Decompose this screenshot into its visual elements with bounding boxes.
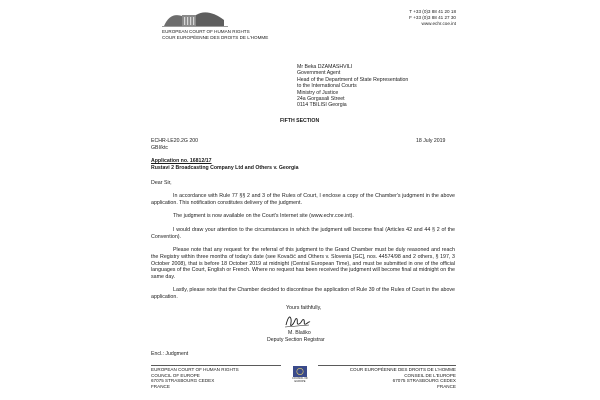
recipient-line: Mr Beka DZAMASHVILI	[297, 64, 353, 70]
recipient-line: 0114 TBILISI Georgia	[297, 102, 347, 109]
paragraph-2	[151, 213, 455, 220]
footer-line: 67075 STRASBOURG CEDEX	[392, 378, 456, 384]
enclosure-line: Encl.: Judgment	[151, 351, 189, 357]
council-of-europe-emblem-icon	[293, 366, 307, 377]
reference-code: ECHR-LE20.2G 200	[151, 138, 198, 144]
closing-line: Yours faithfully,	[286, 305, 322, 311]
paragraph-text: Please note that any request for the referral of this judgment to the Grand Chamber must be duly reasoned and reach the Registry within three months of today's date (see Kovačić and Others v. Slovenia [GC], nos. 44574/98 and 2 others, § 197, 3 October 2008), that is before 18 October 2019 at midnight (Central European Time), and must be submitted in one of the official languages of the Court, English or French. Where no request has been received the judgment will become final at midnight on the same day.	[151, 247, 455, 281]
footer-line: 67075 STRASBOURG CEDEX	[151, 378, 215, 384]
council-logo-text: COUNCIL OF EUROPE	[292, 377, 308, 383]
section-heading: FIFTH SECTION	[280, 118, 320, 124]
paragraph-text: Lastly, please note that the Chamber decided to discontinue the application of Rule 39 of the Rules of Court in the above application.	[151, 287, 455, 300]
footer-line: CONSEIL DE L'EUROPE	[404, 372, 456, 378]
signatory-title: Deputy Section Registrar	[267, 337, 325, 343]
phone-number: T +33 (0)3 88 41 20 18	[409, 9, 456, 14]
handwritten-signature	[283, 313, 313, 329]
salutation: Dear Sir,	[151, 180, 172, 186]
paragraph-1	[151, 193, 455, 207]
footer-line: COUNCIL OF EUROPE	[151, 372, 200, 378]
paragraph-text: I would draw your attention to the circumstances in which the judgment will become final (Articles 42 and 44 § 2 of the Convention).	[151, 227, 455, 240]
recipient-line: Head of the Department of State Representation	[297, 76, 409, 83]
footer-line: FRANCE	[151, 383, 170, 389]
paragraph-5	[151, 287, 455, 301]
recipient-line: 24a Gorgasali Street	[297, 96, 345, 103]
recipient-line: Ministry of Justice	[297, 89, 339, 96]
paragraph-4	[151, 247, 455, 281]
paragraph-text: In accordance with Rule 77 §§ 2 and 3 of the Rules of Court, I enclose a copy of the Chamber's judgment in the above application. This notification constitutes delivery of the judgment.	[151, 193, 455, 206]
court-name-fr: COUR EUROPÉENNE DES DROITS DE L'HOMME	[162, 35, 269, 40]
paragraph-3	[151, 227, 455, 241]
court-name-en: EUROPEAN COURT OF HUMAN RIGHTS	[162, 29, 250, 34]
case-title: Rustavi 2 Broadcasting Company Ltd and Others v. Georgia	[151, 165, 299, 171]
paragraph-text: The judgment is now available on the Court's Internet site (www.echr.coe.int).	[173, 213, 354, 219]
footer-line: COUR EUROPÉENNE DES DROITS DE L'HOMME	[349, 367, 456, 372]
footer-divider-right	[318, 365, 456, 366]
reference-initials: GBI/ktc	[151, 145, 169, 151]
council-of-europe-logo	[287, 366, 313, 383]
footer-address-en	[151, 367, 239, 389]
letter-date: 18 July 2019	[416, 138, 446, 144]
application-number: Application no. 16812/17	[151, 158, 212, 164]
website-link[interactable]: www.echr.coe.int	[421, 21, 456, 26]
footer-divider-left	[151, 365, 281, 366]
signatory-name: M. Blaško	[288, 330, 311, 336]
footer-line: FRANCE	[437, 383, 456, 389]
recipient-line: to the International Courts	[297, 83, 357, 90]
court-building-logo	[162, 8, 228, 28]
fax-number: F +33 (0)3 88 41 27 30	[409, 15, 456, 20]
footer-line: EUROPEAN COURT OF HUMAN RIGHTS	[151, 367, 239, 372]
footer-address-fr	[318, 367, 456, 389]
recipient-address	[297, 64, 408, 109]
recipient-line: Government Agent	[297, 70, 341, 77]
